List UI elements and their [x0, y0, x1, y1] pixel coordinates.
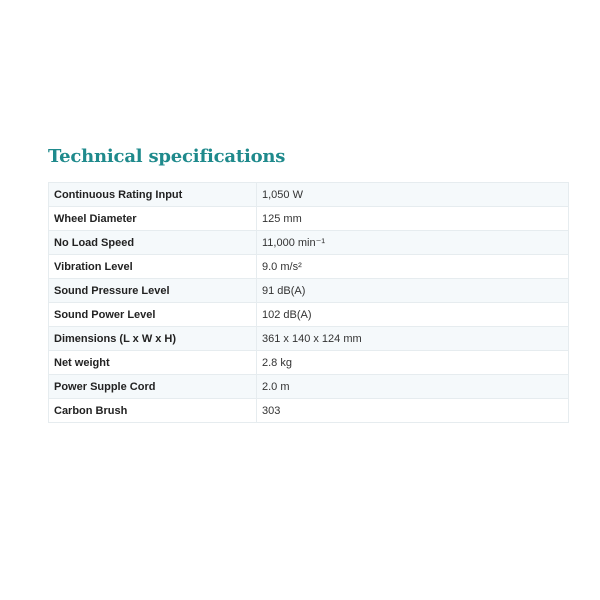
- table-row: [49, 375, 569, 399]
- spec-value: 1,050 W: [257, 183, 569, 207]
- table-row: [49, 279, 569, 303]
- section-title: Technical specifications: [48, 146, 286, 167]
- spec-label: Wheel Diameter: [49, 207, 257, 231]
- specifications-table: [48, 182, 569, 423]
- table-row: [49, 231, 569, 255]
- spec-value: 361 x 140 x 124 mm: [257, 327, 569, 351]
- spec-label: Carbon Brush: [49, 399, 257, 423]
- table-row: [49, 303, 569, 327]
- spec-label: Power Supple Cord: [49, 375, 257, 399]
- table-row: [49, 183, 569, 207]
- spec-value: 9.0 m/s²: [257, 255, 569, 279]
- spec-value: 2.0 m: [257, 375, 569, 399]
- spec-label: No Load Speed: [49, 231, 257, 255]
- table-row: [49, 207, 569, 231]
- spec-value: 91 dB(A): [257, 279, 569, 303]
- spec-value: 2.8 kg: [257, 351, 569, 375]
- spec-label: Vibration Level: [49, 255, 257, 279]
- spec-label: Sound Pressure Level: [49, 279, 257, 303]
- table-row: [49, 351, 569, 375]
- spec-value: 102 dB(A): [257, 303, 569, 327]
- table-row: [49, 255, 569, 279]
- table-row: [49, 327, 569, 351]
- spec-value: 125 mm: [257, 207, 569, 231]
- spec-label: Sound Power Level: [49, 303, 257, 327]
- spec-label: Dimensions (L x W x H): [49, 327, 257, 351]
- table-row: [49, 399, 569, 423]
- spec-label: Continuous Rating Input: [49, 183, 257, 207]
- spec-label: Net weight: [49, 351, 257, 375]
- spec-value: 303: [257, 399, 569, 423]
- spec-value: 11,000 min⁻¹: [257, 231, 569, 255]
